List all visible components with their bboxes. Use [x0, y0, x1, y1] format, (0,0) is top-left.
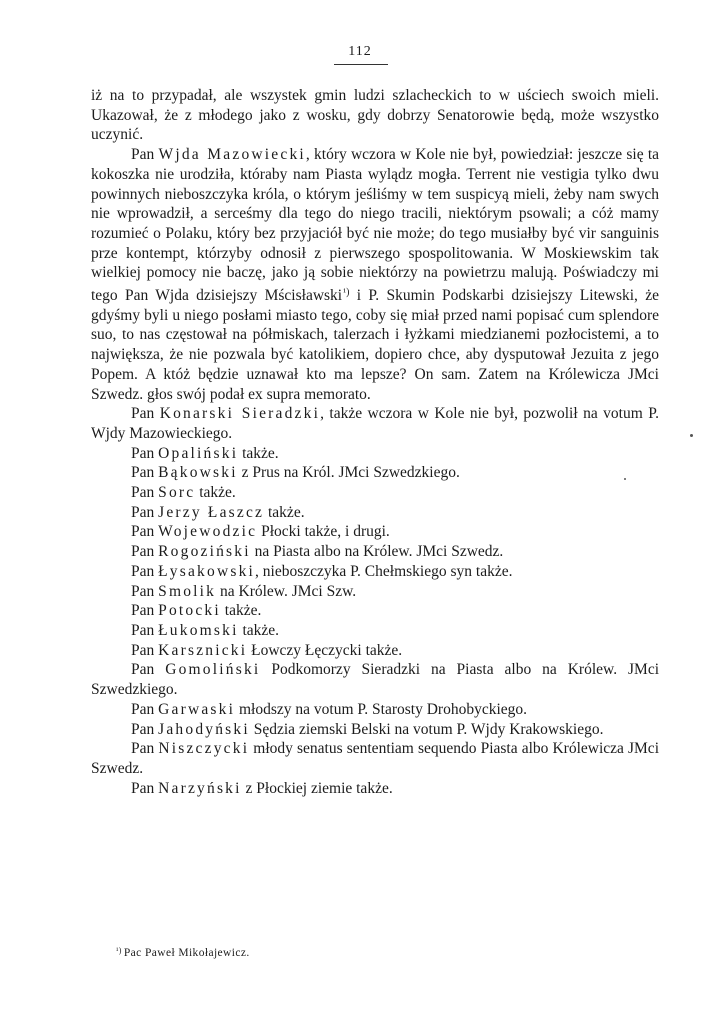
paragraph-text: na Piasta albo na Królew. JMci Szwedz.: [250, 543, 504, 561]
paragraph-text: Podkomorzy Sieradzki na Piasta albo na Królew. JMci Szwedzkiego.: [91, 661, 660, 699]
paragraph-text: Łowczy Łęczycki także.: [247, 641, 403, 659]
paragraph-text: , także wczora w Kole nie był, pozwolił na votum P. Wjdy Mazowieckiego.: [91, 405, 659, 442]
footnote-marker: ¹): [343, 287, 350, 299]
print-speck: [690, 434, 693, 437]
speaker-name: Rogoziński: [158, 543, 251, 561]
paragraph: [91, 522, 659, 542]
paragraph: [91, 641, 659, 661]
page-number-rule: [334, 64, 388, 65]
paragraph-prefix: Pan: [131, 562, 159, 580]
paragraph-text: Sędzia ziemski Belski na votum P. Wjdy Krakowskiego.: [249, 720, 604, 738]
speaker-name: Garwaski: [158, 700, 236, 718]
speaker-name: Smolik: [158, 582, 217, 600]
speaker-name: Bąkowski: [158, 464, 238, 482]
paragraph: [91, 503, 659, 523]
footnote-mark: ¹): [116, 946, 122, 955]
speaker-name: Sorc: [158, 484, 196, 502]
speaker-name: Opaliński: [158, 444, 239, 462]
paragraph-prefix: Pan: [131, 405, 160, 423]
paragraph-text: także.: [220, 602, 262, 620]
paragraph-text: także.: [238, 444, 279, 462]
paragraph-prefix: Pan: [131, 700, 159, 718]
paragraph-prefix: Pan: [131, 621, 159, 639]
speaker-name: Karsznicki: [158, 641, 248, 659]
paragraph-prefix: Pan: [131, 582, 159, 600]
paragraph-text: młodszy na votum P. Starosty Drohobyckiego.: [235, 700, 528, 718]
paragraph-text-continued: i P. Skumin Podskarbi dzisiejszy Litewski, że gdyśmy byli u niego posłami miasto tego, coby się miał przed nami popisać cum splendore suo, to nas częstował na półmiskach, talerzach i łyżkami miedzianemi pozłocistemi, a to największa, że nie pozwala być katolikiem, dopiero chce, aby dysputował Jezuita z jego Popem. A któż będzie uznawał kto ma lepsze? On sam. Zatem na Królewicza JMci Szwedz. głos swój podał ex supra memorato.: [91, 287, 659, 403]
speaker-name: Narzyński: [158, 779, 242, 797]
paragraph-prefix: Pan: [131, 602, 159, 620]
paragraph-text: młody senatus sententiam sequendo Piasta albo Królewicza JMci Szwedz.: [91, 740, 659, 777]
paragraph-text: Płocki także, i drugi.: [257, 523, 390, 541]
paragraph: [91, 582, 659, 602]
paragraph-prefix: Pan: [131, 484, 159, 502]
paragraph-prefix: Pan: [131, 779, 159, 797]
paragraph-prefix: Pan: [131, 464, 159, 482]
paragraph: [91, 404, 659, 443]
speaker-name: Łukomski: [158, 621, 239, 639]
paragraph-text: także.: [195, 484, 236, 502]
paragraph: [91, 700, 659, 720]
paragraph: [91, 739, 659, 778]
paragraph-prefix: Pan: [131, 543, 159, 561]
paragraph: [91, 483, 659, 503]
paragraph: [91, 562, 659, 582]
paragraph: [91, 779, 659, 799]
paragraph: [91, 145, 659, 404]
paragraph: [91, 463, 659, 483]
speaker-name: Gomoliński: [165, 661, 261, 679]
paragraph: [91, 720, 659, 740]
paragraph-text: na Królew. JMci Szw.: [216, 582, 357, 600]
paragraph-text: z Płockiej ziemie także.: [241, 779, 393, 797]
paragraph-text: z Prus na Król. JMci Szwedzkiego.: [237, 464, 460, 482]
paragraph-text: także.: [238, 621, 280, 639]
paragraph-prefix: Pan: [131, 661, 166, 679]
paragraph-prefix: Pan: [131, 444, 159, 462]
paragraph: [91, 660, 659, 699]
paragraph: [91, 444, 659, 464]
paragraph-prefix: Pan: [131, 740, 159, 758]
speaker-name: Niszczycki: [158, 740, 250, 758]
paragraph-text: także.: [264, 503, 305, 521]
speaker-name: Jerzy Łaszcz: [158, 503, 265, 521]
paragraph-prefix: Pan: [131, 146, 159, 164]
paragraph: [91, 542, 659, 562]
paragraph-prefix: Pan: [131, 523, 159, 541]
speaker-name: Potocki: [158, 602, 221, 620]
paragraph-text: iż na to przypadał, ale wszystek gmin ludzi szlacheckich to w uściech swoich mieli. Ukazował, że z młodego jako z wosku, gdy dobrzy Senatorowie będą, może wszystko uczynić.: [91, 87, 659, 144]
paragraph-prefix: Pan: [131, 503, 159, 521]
paragraph: [91, 601, 659, 621]
paragraph-text: , nieboszczyka P. Chełmskiego syn także.: [255, 562, 513, 580]
speaker-name: Wojewodzic: [158, 523, 258, 541]
footnote-text: Pac Paweł Mikołajewicz.: [123, 947, 250, 959]
print-speck: [624, 478, 626, 480]
paragraph-text: , który wczora w Kole nie był, powiedział: jeszcze się ta kokoszka nie urodziła, któraby nam Piasta wylądz mogła. Terrent nie vestigia tylko dwu powinnych nieboszczyka króla, o którym jeśliśmy w tem suspicyą mieli, żeby nam swych nie wprowadził, a serceśmy dla tego do niego tracili, niektórym psowali; a cóż mamy rozumieć o Polaku, który bez przyjaciół być nie może; do tego musiałby być vir sanguinis prze kontempt, którzyby odnosił z pierwszego spospolitowania. W Moskiewskim tak wielkiej pomocy nie baczę, jako ją sobie niektórzy na powietrzu malują. Poświadczy mi tego Pan Wjda dzisiejszy Mścisławski: [91, 146, 660, 305]
speaker-name: Jahodyński: [158, 720, 250, 738]
speaker-name: Wjda Mazowiecki: [158, 146, 306, 164]
page-number: 112: [348, 44, 372, 59]
paragraph-prefix: Pan: [131, 641, 159, 659]
paragraph: [91, 621, 659, 641]
speaker-name: Łysakowski: [158, 562, 256, 580]
footnote: [116, 946, 250, 959]
main-text: [91, 86, 659, 798]
speaker-name: Konarski Sieradzki: [159, 405, 321, 423]
paragraph-prefix: Pan: [131, 720, 159, 738]
paragraph: [91, 86, 659, 145]
